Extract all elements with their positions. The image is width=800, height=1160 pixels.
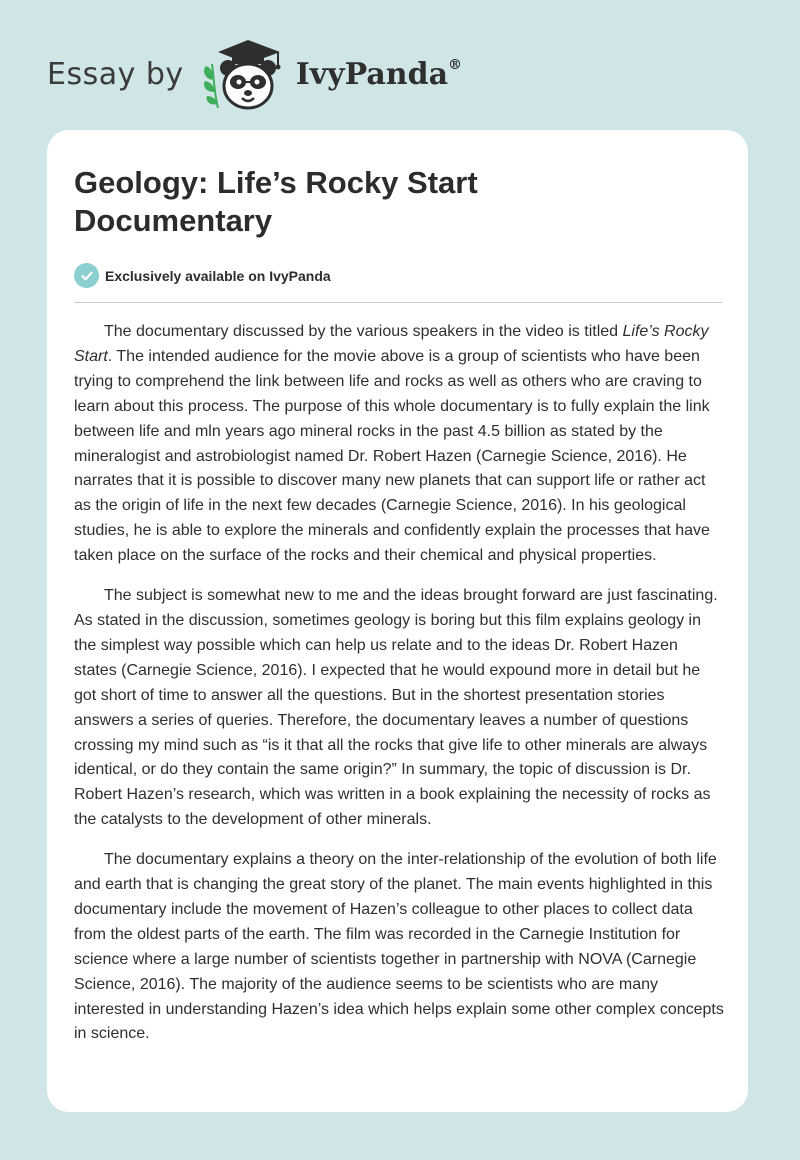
essay-card xyxy=(47,130,748,1112)
check-icon xyxy=(74,263,99,288)
site-header xyxy=(47,34,462,114)
badge-label: Exclusively available on IvyPanda xyxy=(105,267,331,284)
paragraph-1: The documentary discussed by the various speakers in the video is titled Life’s Rocky Start. The intended audience for the movie above is a group of scientists who have been trying to comprehend the link between life and rocks as well as others who are craving to learn about this process. The purpose of this whole documentary is to fully explain the link between life and mln years ago mineral rocks in the past 4.5 billion as stated by the mineralogist and astrobiologist named Dr. Robert Hazen (Carnegie Science, 2016). He narrates that it is possible to discover many new planets that can support life or rather act as the origin of life in the next few decades (Carnegie Science, 2016). In his geological studies, he is able to explore the minerals and confidently explain the processes that have taken place on the surface of the rocks and their chemical and physical properties. xyxy=(74,323,710,565)
essay-body xyxy=(74,320,724,1062)
paragraph-3: The documentary explains a theory on the inter-relationship of the evolution of both life and earth that is changing the great story of the planet. The main events highlighted in this documentary include the movement of Hazen’s colleague to other places to collect data from the oldest parts of the earth. The film was recorded in the Carnegie Institution for science where a large number of scientists together in partnership with NOVA (Carnegie Science, 2016). The majority of the audience seems to be scientists who are many interested in understanding Hazen’s idea which helps explain some other complex concepts in science. xyxy=(74,851,724,1043)
panda-graduate-icon[interactable] xyxy=(198,34,290,114)
film-title: Life’s Rocky Start xyxy=(74,323,709,365)
brand-name[interactable]: IvyPanda® xyxy=(295,56,463,92)
paragraph-2: The subject is somewhat new to me and the ideas brought forward are just fascinating. As stated in the discussion, sometimes geology is boring but this film explains geology in the simplest way possible which can help us relate and to the ideas Dr. Robert Hazen states (Carnegie Science, 2016). I expected that he would expound more in detail but he got short of time to answer all the questions. But in the shortest presentation stories answers a series of queries. Therefore, the documentary leaves a number of questions crossing my mind such as “is it that all the rocks that give life to other minerals are always identical, or do they contain the same origin?” In summary, the topic of discussion is Dr. Robert Hazen’s research, which was written in a book explaining the necessity of rocks as the catalysts to the development of other minerals. xyxy=(74,587,718,829)
divider xyxy=(74,302,722,303)
exclusive-badge xyxy=(74,263,331,288)
essay-by-label: Essay by xyxy=(47,56,184,92)
page-title: Geology: Life’s Rocky Start Documentary xyxy=(74,165,478,238)
